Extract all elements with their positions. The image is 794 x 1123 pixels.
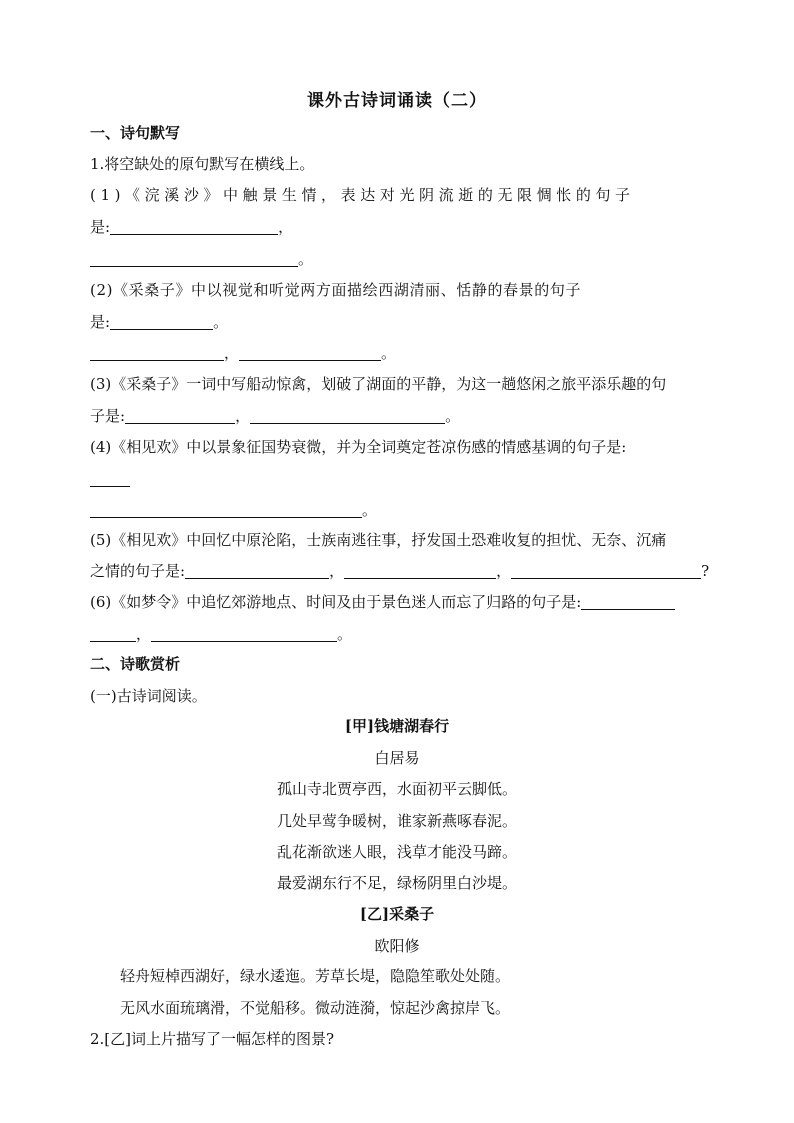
period: 。 [445, 407, 461, 425]
answer-blank[interactable] [90, 626, 136, 642]
item2-prefix: 是: [90, 313, 111, 331]
item6-prompt-row [90, 592, 675, 612]
item2-answer-row2 [90, 343, 396, 363]
answer-blank[interactable] [511, 563, 701, 579]
comma: ， [496, 562, 512, 580]
comma: ， [329, 562, 345, 580]
item3-prefix: 子是: [90, 407, 126, 425]
sub-intro: (一)古诗词阅读。 [90, 687, 207, 705]
period: 。 [337, 625, 353, 643]
answer-blank[interactable] [151, 626, 337, 642]
answer-blank[interactable] [344, 563, 496, 579]
poem2-line: 无风水面琉璃滑，不觉船移。微动涟漪，惊起沙禽掠岸飞。 [120, 999, 511, 1017]
answer-blank[interactable] [90, 345, 224, 361]
answer-blank[interactable] [90, 471, 130, 487]
answer-blank[interactable] [250, 408, 445, 424]
poem2-line: 轻舟短棹西湖好，绿水逶迤。芳草长堤，隐隐笙歌处处随。 [120, 967, 511, 985]
item1-prefix: 是: [90, 218, 111, 236]
answer-blank[interactable] [110, 314, 213, 330]
comma: ， [136, 625, 152, 643]
item3-answer-row [90, 406, 460, 426]
comma: ， [235, 407, 251, 425]
answer-blank[interactable] [90, 502, 362, 518]
poem1-line: 乱花渐欲迷人眼，浅草才能没马蹄。 [276, 843, 517, 861]
poem1-line: 孤山寺北贾亭西，水面初平云脚低。 [276, 780, 517, 798]
item2-prompt: (2)《采桑子》中以视觉和听觉两方面描绘西湖清丽、恬静的春景的句子 [90, 281, 582, 299]
poem1-line: 最爱湖东行不足，绿杨阴里白沙堤。 [276, 874, 517, 892]
item4-prompt: (4)《相见欢》中以景象征国势衰微，并为全词奠定苍凉伤感的情感基调的句子是: [90, 438, 627, 456]
section1-heading: 一、诗句默写 [90, 124, 181, 142]
period: 。 [381, 344, 397, 362]
answer-blank[interactable] [90, 251, 298, 267]
item6-prompt: (6)《如梦令》中追忆郊游地点、时间及由于景色迷人而忘了归路的句子是: [90, 593, 582, 611]
item1-answer-row2 [90, 249, 313, 269]
item5-prefix: 之情的句子是: [90, 562, 186, 580]
answer-blank[interactable] [110, 219, 278, 235]
answer-blank[interactable] [239, 345, 381, 361]
comma: ， [278, 218, 294, 236]
q1-intro: 1.将空缺处的原句默写在横线上。 [90, 155, 315, 173]
item6-answer-row [90, 624, 352, 644]
section2-heading: 二、诗歌赏析 [90, 655, 181, 673]
question-2: 2.[乙]词上片描写了一幅怎样的图景? [90, 1030, 335, 1048]
answer-blank[interactable] [185, 563, 329, 579]
answer-blank[interactable] [581, 594, 675, 610]
poem2-title: [乙]采桑子 [359, 905, 435, 923]
item5-prompt: (5)《相见欢》中回忆中原沦陷，士族南逃往事，抒发国土恐难收复的担忧、无奈、沉痛 [90, 531, 667, 549]
item5-answer-row [90, 561, 709, 581]
item2-answer-row1 [90, 312, 228, 332]
answer-blank[interactable] [125, 408, 235, 424]
item1-answer-row1 [90, 217, 293, 237]
comma: ， [224, 344, 240, 362]
page-title: 课外古诗词诵读（二） [307, 91, 487, 111]
poem1-author: 白居易 [374, 749, 420, 767]
item3-prompt: (3)《采桑子》一词中写船动惊禽，划破了湖面的平静，为这一趟悠闲之旅平添乐趣的句 [90, 375, 667, 393]
question-mark: ? [701, 562, 710, 580]
poem1-line: 几处早莺争暖树，谁家新燕啄春泥。 [276, 812, 517, 830]
poem1-title: [甲]钱塘湖春行 [344, 717, 450, 735]
poem2-author: 欧阳修 [374, 937, 420, 955]
item4-answer-row2 [90, 500, 377, 520]
period: 。 [298, 250, 314, 268]
item1-prompt: (1)《浣溪沙》中触景生情，表达对光阴流逝的无限惆怅的句子 [90, 186, 635, 204]
period: 。 [362, 501, 378, 519]
period: 。 [213, 313, 229, 331]
item4-answer-row1 [90, 469, 130, 489]
